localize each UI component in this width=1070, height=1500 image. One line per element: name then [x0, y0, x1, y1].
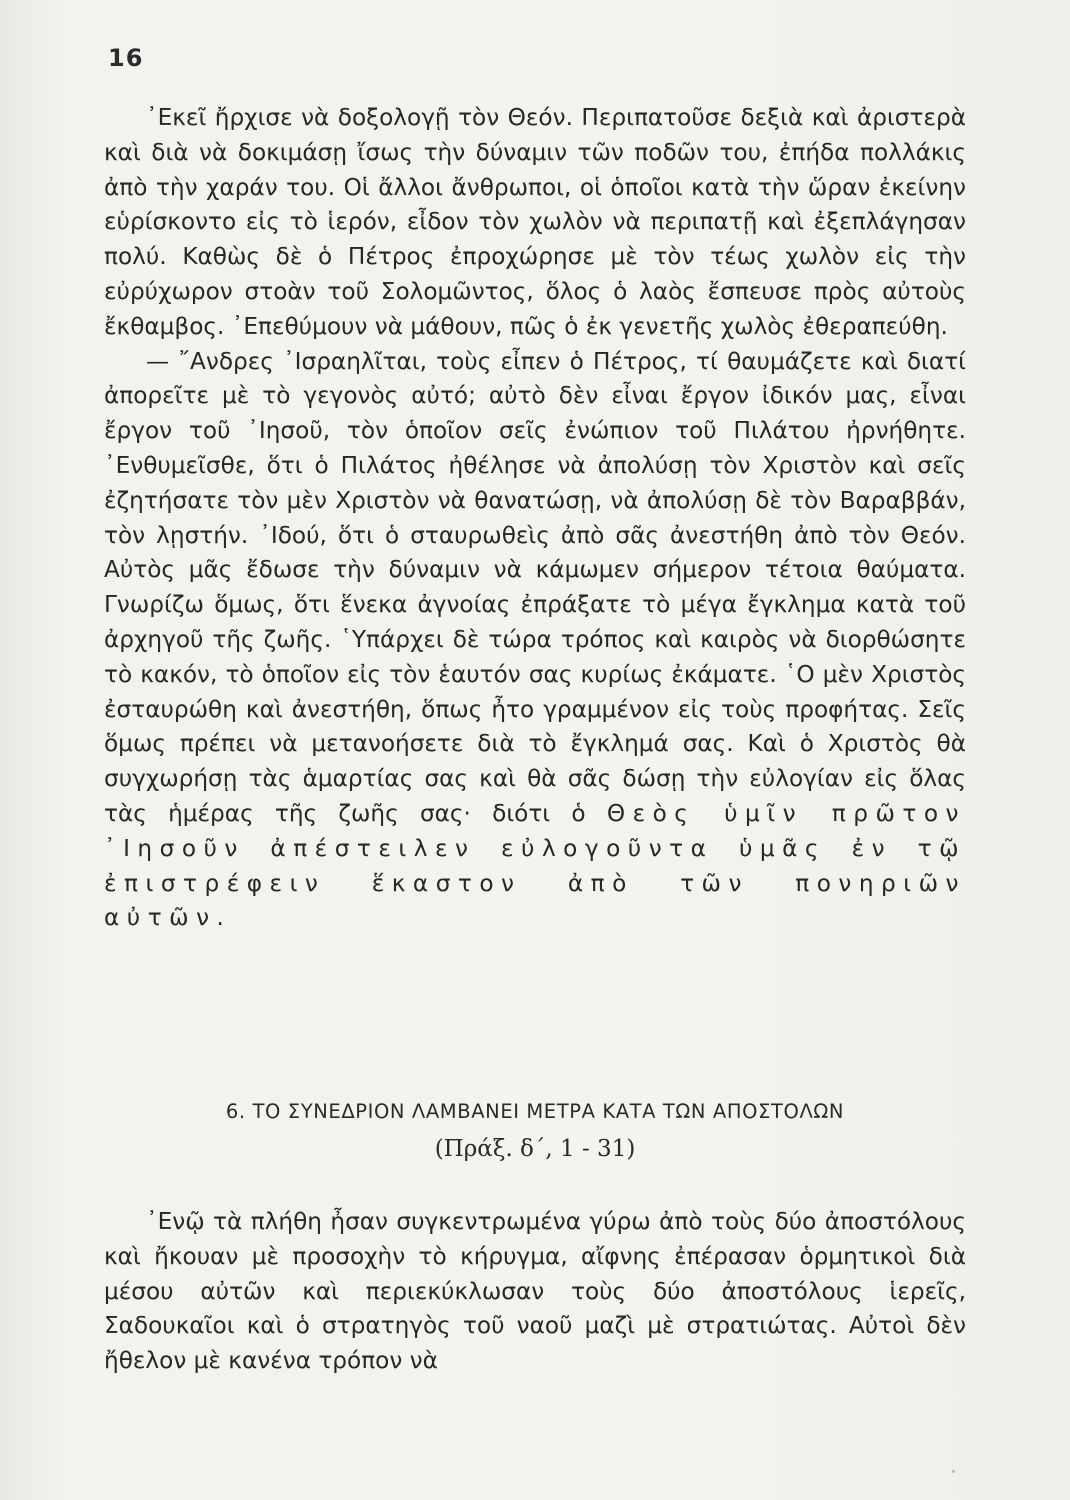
body-text-top: [104, 101, 966, 936]
body-text-bottom: [104, 1205, 966, 1379]
scripture-quote-spaced: Θεὸς ὑμῖν πρῶτον ᾿Ιησοῦν ἀπέστειλεν εὐλογοῦντα ὑμᾶς ἐν τῷ ἐπιστρέφειν ἕκαστον ἀπὸ τῶν πονηριῶν αὐτῶν.: [104, 799, 967, 932]
paper-speck: [952, 1470, 955, 1473]
paragraph-sanhedrin: ᾿Ενῷ τὰ πλήθη ἦσαν συγκεντρωμένα γύρω ἀπὸ τοὺς δύο ἀποστόλους καὶ ἤκουαν μὲ προσοχὴν τὸ κήρυγμα, αἴφνης ἐπέρασαν ὁρμητικοὶ διὰ μέσου αὐτῶν καὶ περιεκύκλωσαν τοὺς δύο ἀποστόλους ἱερεῖς, Σαδουκαῖοι καὶ ὁ στρατηγὸς τοῦ ναοῦ μαζὶ μὲ στρατιώτας. Αὐτοὶ δὲν ἤθελον μὲ κανένα τρόπον νὰ: [104, 1208, 966, 1375]
page-number: 16: [108, 44, 144, 72]
paragraph-healing: ᾿Εκεῖ ἤρχισε νὰ δοξολογῇ τὸν Θεόν. Περιπατοῦσε δεξιὰ καὶ ἀριστερὰ καὶ διὰ νὰ δοκιμάσῃ ἴσως τὴν δύναμιν τῶν ποδῶν του, ἐπήδα πολλάκις ἀπὸ τὴν χαράν του. Οἱ ἄλλοι ἄνθρωποι, οἱ ὁποῖοι κατὰ τὴν ὥραν ἐκείνην εὑρίσκοντο εἰς τὸ ἱερόν, εἶδον τὸν χωλὸν νὰ περιπατῇ καὶ ἐξεπλάγησαν πολύ. Καθὼς δὲ ὁ Πέτρος ἐπροχώρησε μὲ τὸν τέως χωλὸν εἰς τὴν εὐρύχωρον στοὰν τοῦ Σολομῶντος, ὅλος ὁ λαὸς ἔσπευσε πρὸς αὐτοὺς ἔκθαμβος. ᾿Επεθύμουν νὰ μάθουν, πῶς ὁ ἐκ γενετῆς χωλὸς ἐθεραπεύθη.: [104, 104, 966, 340]
paragraph-peter-speech: [104, 345, 966, 937]
section-heading: 6. ΤΟ ΣΥΝΕΔΡΙΟΝ ΛΑΜΒΑΝΕΙ ΜΕΤΡΑ ΚΑΤΑ ΤΩΝ ΑΠΟΣΤΟΛΩΝ: [225, 1100, 845, 1123]
peter-speech-text: — ῎Ανδρες ᾿Ισραηλῖται, τοὺς εἶπεν ὁ Πέτρος, τί θαυμάζετε καὶ διατί ἀπορεῖτε μὲ τὸ γεγονὸς αὐτό; αὐτὸ δὲν εἶναι ἔργον ἰδικόν μας, εἶναι ἔργον τοῦ ᾿Ιησοῦ, τὸν ὁποῖον σεῖς ἐνώπιον τοῦ Πιλάτου ἠρνήθητε. ᾿Ενθυμεῖσθε, ὅτι ὁ Πιλάτος ἠθέλησε νὰ ἀπολύσῃ τὸν Χριστὸν καὶ σεῖς ἐζητήσατε τὸν μὲν Χριστὸν νὰ θανατώσῃ, νὰ ἀπολύσῃ δὲ τὸν Βαραββάν, τὸν λῃστήν. ᾿Ιδού, ὅτι ὁ σταυρωθεὶς ἀπὸ σᾶς ἀνεστήθη ἀπὸ τὸν Θεόν. Αὐτὸς μᾶς ἔδωσε τὴν δύναμιν νὰ κάμωμεν σήμερον τέτοια θαύματα. Γνωρίζω ὅμως, ὅτι ἕνεκα ἀγνοίας ἐπράξατε τὸ μέγα ἔγκλημα κατὰ τοῦ ἀρχηγοῦ τῆς ζωῆς. ῾Υπάρχει δὲ τώρα τρόπος καὶ καιρὸς νὰ διορθώσητε τὸ κακόν, τὸ ὁποῖον εἰς τὸν ἑαυτόν σας κυρίως ἐκάματε. ῾Ο μὲν Χριστὸς ἐσταυρώθη καὶ ἀνεστήθη, ὅπως ἦτο γραμμένον εἰς τοὺς προφήτας. Σεῖς ὅμως πρέπει νὰ μετανοήσετε διὰ τὸ ἔγκλημά σας. Καὶ ὁ Χριστὸς θὰ συγχωρήσῃ τὰς ἁμαρτίας σας καὶ θὰ σᾶς δώσῃ τὴν εὐλογίαν εἰς ὅλας τὰς ἡμέρας τῆς ζωῆς σας· διότι ὁ: [104, 347, 966, 827]
section-reference: (Πράξ. δ΄, 1 - 31): [434, 1136, 636, 1162]
